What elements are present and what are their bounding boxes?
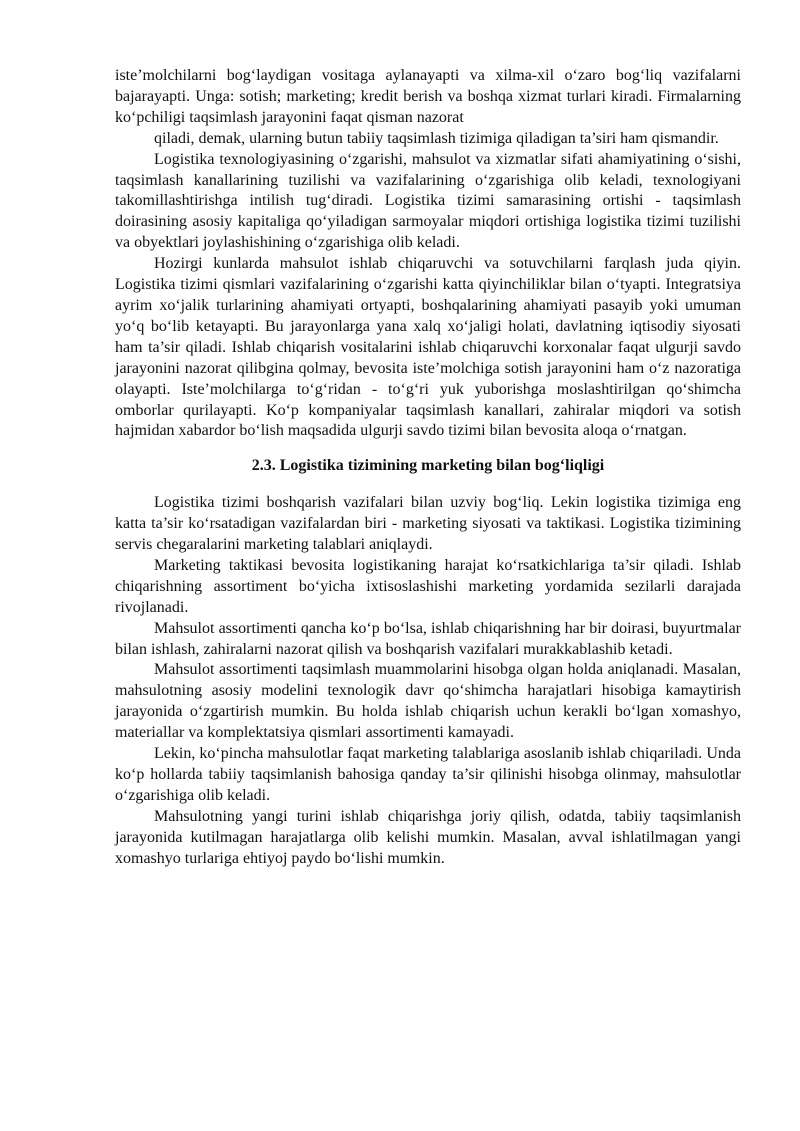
paragraph-current-days: Hozirgi kunlarda mahsulot ishlab chiqaruvchi va sotuvchilarni farqlash juda qiyin. Logistika tizimi qismlari vazifalarining o‘zgarishi katta qiyinchiliklar bilan o‘tyapti. Integratsiya ayrim xo‘jalik turlarining ahamiyati ortyapti, boshqalarining ahamiyati pasayib yoki umuman yo‘q bo‘lib ketayapti. Bu jarayonlarga yana xalq xo‘jaligi holati, davlatning iqtisodiy siyosati ham ta’sir qiladi. Ishlab chiqarish vositalarini ishlab chiqaruvchi korxonalar faqat ulgurji savdo jarayonini nazorat qilibgina qolmay, bevosita iste’molchiga sotish jarayonini ham o‘z nazoratiga olayapti. Iste’molchilarga to‘g‘ridan - to‘g‘ri yuk yuborishga moslashtirilgan qo‘shimcha omborlar qurilayapti. Ko‘p kompaniyalar taqsimlash kanallari, zahiralar miqdori va sotish hajmidan xabardor bo‘lish maqsadida ulgurji savdo tizimi bilan bevosita aloqa o‘rnatgan. (115, 255, 741, 440)
paragraph-marketing-tactics: Marketing taktikasi bevosita logistikaning harajat ko‘rsatkichlariga ta’sir qiladi. Ishlab chiqarishning assortiment bo‘yicha ixtisoslashishi marketing yordamida sezilarli darajada rivojlanadi. (115, 556, 741, 616)
document-page (115, 66, 741, 870)
paragraph-new-product: Mahsulotning yangi turini ishlab chiqarishga joriy qilish, odatda, tabiiy taqsimlanish jarayonida kutilmagan harajatlarga olib kelishi mumkin. Masalan, avval ishlatilmagan yangi xomashyo turlariga ehtiyoj paydo bo‘lishi mumkin. (115, 807, 741, 867)
paragraph-logistics-technology: Logistika texnologiyasining o‘zgarishi, mahsulot va xizmatlar sifati ahamiyatining o‘sishi, taqsimlash kanallarining tuzilishi va vazifalarining o‘zgarishiga olib keladi, texnologiyani takomillashtirishga intilish tug‘diradi. Logistika tizimi samarasining ortishi - taqsimlash doirasining asosiy kapitaliga qo‘yiladigan sarmoyalar miqdori ortishiga logistika tizimi tuzilishi va obyektlari joylashishining o‘zgarishiga olib keladi. (115, 150, 741, 252)
paragraph-management-functions: Logistika tizimi boshqarish vazifalari bilan uzviy bog‘liq. Lekin logistika tizimiga eng katta ta’sir ko‘rsatadigan vazifalardan biri - marketing siyosati va taktikasi. Logistika tizimining servis chegaralarini marketing talablari aniqlaydi. (115, 494, 741, 554)
paragraph-marketing-requirements: Lekin, ko‘pincha mahsulotlar faqat marketing talablariga asoslanib ishlab chiqariladi. Unda ko‘p hollarda tabiiy taqsimlanish bahosiga qanday ta’sir qilinishi hisobga olinmay, mahsulotlar o‘zgarishiga olib keladi. (115, 745, 741, 804)
section-heading: 2.3. Logistika tizimining marketing bilan bog‘liqligi (251, 457, 605, 475)
paragraph-assortment-size: Mahsulot assortimenti qancha ko‘p bo‘lsa, ishlab chiqarishning har bir doirasi, buyurtmalar bilan ishlash, zahiralarni nazorat qilish va boshqarish vazifalari murakkablashib ketadi. (115, 619, 741, 658)
paragraph-continuation-tail: qiladi, demak, ularning butun tabiiy taqsimlash tizimiga qiladigan ta’siri ham qismandir. (154, 129, 719, 147)
paragraph-continuation: iste’molchilarni bog‘laydigan vositaga aylanayapti va xilma-xil o‘zaro bog‘liq vazifalarni bajarayapti. Unga: sotish; marketing; kredit berish va boshqa xizmat turlari kiradi. Firmalarning ko‘pchiligi taqsimlash jarayonini faqat qisman nazorat (115, 67, 741, 126)
paragraph-assortment-distribution: Mahsulot assortimenti taqsimlash muammolarini hisobga olgan holda aniqlanadi. Masalan, mahsulotning asosiy modelini texnologik davr qo‘shimcha harajatlari hisobiga kamaytirish jarayonida o‘zgartirish mumkin. Bu holda ishlab chiqarish uchun kerakli bo‘lgan xomashyo, materiallar va komplektatsiya qismlari assortimenti kamayadi. (115, 661, 741, 742)
